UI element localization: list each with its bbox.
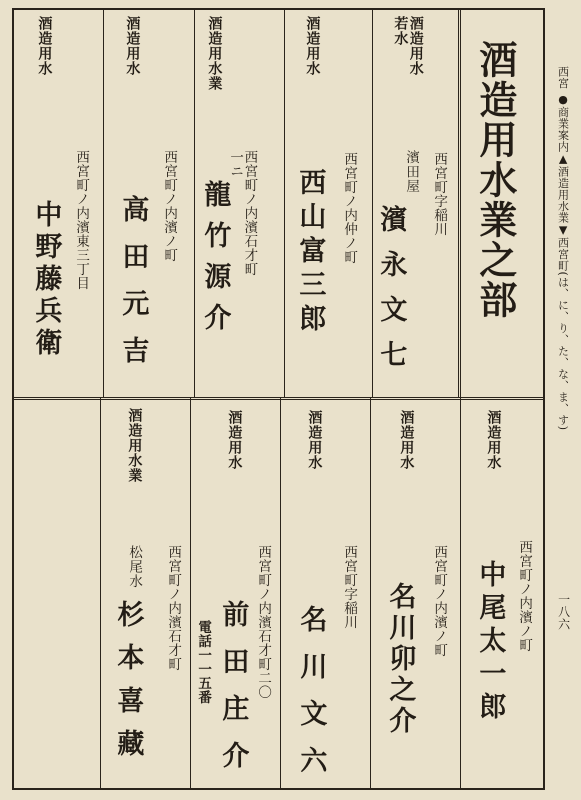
column-divider <box>284 8 285 398</box>
entry-shop-name: 濱田屋 <box>403 150 420 194</box>
row-divider <box>12 397 545 400</box>
title-divider <box>458 8 461 398</box>
running-head: 西宮 ●商業案内▲酒造用水業▼西宮町(は、に、り、た、な、ま、す) <box>556 66 570 431</box>
entry-name: 龍竹源介 <box>199 180 231 344</box>
entry-category: 酒造用水業 <box>126 408 143 483</box>
column-divider <box>280 398 281 790</box>
column-divider <box>194 8 195 398</box>
column-divider <box>372 8 373 398</box>
entry-phone: 電話一一五番 <box>195 620 212 704</box>
entry-category: 酒造用水 <box>304 16 321 76</box>
entry-category: 酒造用水 <box>36 16 53 76</box>
column-divider <box>370 398 371 790</box>
entry-name: 高田元吉 <box>117 195 149 383</box>
entry-address: 西宮町ノ内濱ノ町 <box>431 545 448 657</box>
entry-address-text: 西宮町ノ内濱石才町 一ニ <box>227 150 258 276</box>
column-divider <box>100 398 101 790</box>
entry-name: 中尾太一郎 <box>474 560 506 725</box>
entry-name: 名川卯之介 <box>384 582 416 737</box>
entry-address: 西宮町ノ内濱東三丁目 <box>73 150 90 290</box>
entry-address: 西宮町ノ内仲ノ町 <box>341 152 358 264</box>
entry-address: 西宮町ノ内濱ノ町 <box>516 540 533 652</box>
entry-name: 濱永文七 <box>375 205 407 385</box>
entry-address: 西宮町ノ内濱石才町二〇 <box>255 545 272 699</box>
entry-category: 酒造用水 <box>398 410 415 470</box>
section-title: 酒造用水業之部 <box>472 40 518 320</box>
entry-category: 酒造用水 <box>306 410 323 470</box>
entry-address <box>228 150 256 276</box>
entry-name: 杉本喜藏 <box>112 600 144 772</box>
entry-address: 西宮町字稲川 <box>341 545 358 629</box>
entry-name: 中野藤兵衛 <box>30 200 62 360</box>
entry-name: 名川文六 <box>295 605 327 793</box>
entry-category: 酒造用水業 <box>206 16 223 91</box>
entry-address: 西宮町字稲川 <box>431 152 448 236</box>
entry-category-text: 酒造用水 若水 <box>392 16 424 76</box>
column-divider <box>103 8 104 398</box>
entry-name: 西山富三郎 <box>294 168 326 338</box>
entry-shop-name: 松尾水 <box>126 545 143 589</box>
entry-address: 西宮町ノ内濱石才町 <box>165 545 182 671</box>
entry-category: 酒造用水 <box>124 16 141 76</box>
entry-category <box>392 16 423 76</box>
entry-category: 酒造用水 <box>485 410 502 470</box>
page-number: 一八六 <box>556 593 571 631</box>
entry-name: 前田庄介 <box>217 600 249 788</box>
column-divider <box>460 398 461 790</box>
margin-strip <box>547 8 581 790</box>
entry-address: 西宮町ノ内濱ノ町 <box>161 150 178 262</box>
column-divider <box>190 398 191 790</box>
entry-category: 酒造用水 <box>226 410 243 470</box>
